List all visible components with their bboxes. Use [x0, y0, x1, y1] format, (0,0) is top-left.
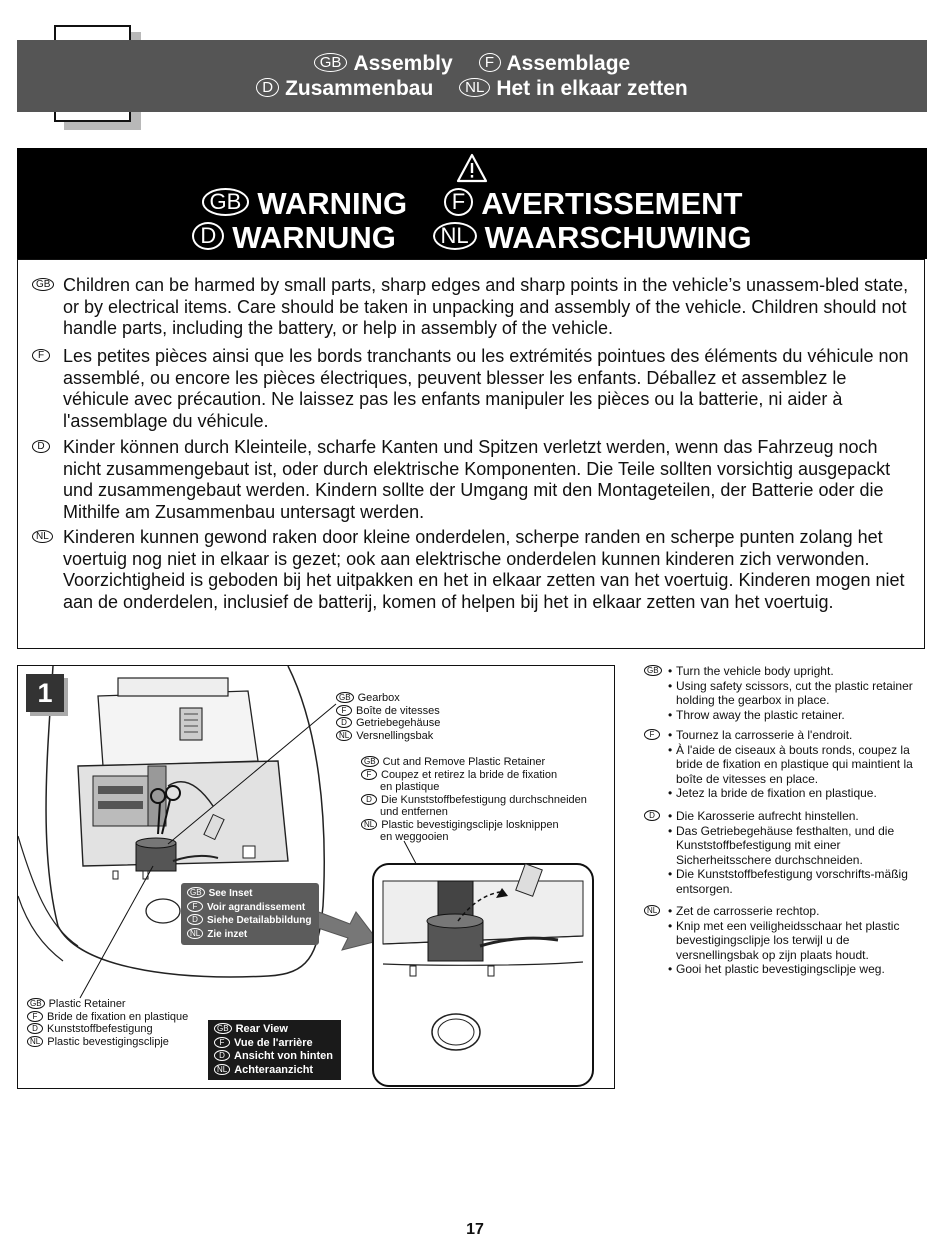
- warning-text: Les petites pièces ainsi que les bords tranchants ou les extrémités pointues des éléments du véhicule non assemblé, ou encore les pièces électriques, peuvent blesser les enfants. Déballez et assemblez le véhicule avec précaution. Ne laissez pas les enfants manipuler les pièces ou la batterie, ni aider à l'assemblage du véhicule.: [63, 346, 909, 431]
- label-text: Cut and Remove Plastic Retainer: [382, 756, 546, 768]
- lang-badge: F: [361, 769, 377, 780]
- step-number: 1: [26, 674, 64, 712]
- label-line: [361, 781, 587, 794]
- instruction-item: • Turn the vehicle body upright.: [668, 664, 934, 679]
- label-line: [336, 705, 440, 718]
- instruction-item: • À l'aide de ciseaux à bouts ronds, coupez la bride de fixation en plastique qui maintient la boîte de vitesses en place.: [668, 743, 934, 787]
- instruction-item: • Zet de carrosserie rechtop.: [668, 904, 934, 919]
- label-line: [187, 928, 311, 942]
- lang-badge: GB: [644, 665, 662, 676]
- warning-heading: [192, 220, 396, 255]
- warning-text: Children can be harmed by small parts, sharp edges and sharp points in the vehicle’s unassem-bled state, or by electrical items. Care should be taken in unpacking and assembly of the vehicle. Children should not handle parts, including the battery, or help in assembly of the vehicle.: [63, 275, 909, 338]
- lang-badge: NL: [187, 928, 203, 939]
- warning-row-1: [17, 186, 927, 222]
- lang-badge: NL: [459, 78, 490, 97]
- lang-badge: F: [214, 1037, 230, 1048]
- label-text: Bride de fixation en plastique: [47, 1010, 189, 1023]
- label-text: en plastique: [380, 781, 440, 793]
- label-line: [336, 717, 440, 730]
- lang-badge: F: [187, 901, 203, 912]
- label-text: Boîte de vitesses: [356, 704, 440, 717]
- title-item: [256, 77, 433, 100]
- instruction-item: • Die Kunststoffbefestigung vorschrifts-mäßig entsorgen.: [668, 867, 934, 896]
- label-line: [27, 1023, 188, 1036]
- warning-text: Kinderen kunnen gewond raken door kleine onderdelen, scherpe randen en scherpe punten zolang het voertuig nog niet in elkaar is gezet; ook aan elektrische onderdelen kunnen kinderen zich verwonden. Voorzichtigheid is geboden bij het uitpakken en het in elkaar zetten van het voertuig. Kinderen mogen niet aan de onderdelen, inclusief de batterij, komen of helpen bij het in elkaar zetten van het voertuig.: [63, 527, 905, 612]
- lang-badge: NL: [32, 530, 53, 543]
- lang-badge: F: [644, 729, 660, 740]
- plastic-retainer-label: [27, 998, 188, 1048]
- lang-badge: D: [336, 717, 352, 728]
- instructions-d: [644, 809, 934, 897]
- warning-heading-text: WARNING: [257, 186, 408, 221]
- lang-badge: GB: [336, 692, 354, 703]
- lang-badge: GB: [32, 278, 54, 291]
- label-text: See Inset: [208, 888, 253, 899]
- instruction-list: [644, 809, 934, 897]
- label-line: [187, 887, 311, 901]
- gearbox-label: [336, 692, 440, 742]
- lang-badge: NL: [433, 222, 477, 250]
- lang-badge: D: [361, 794, 377, 805]
- label-line: [361, 819, 587, 832]
- lang-badge: GB: [27, 998, 45, 1009]
- label-text: Voir agrandissement: [207, 901, 306, 913]
- title-item: [479, 52, 631, 75]
- label-line: [361, 806, 587, 819]
- title-text: Assembly: [353, 52, 453, 75]
- label-line: [361, 756, 587, 769]
- lang-badge: D: [256, 78, 279, 97]
- lang-badge: GB: [361, 756, 379, 767]
- label-text: Kunststoffbefestigung: [47, 1023, 153, 1035]
- warning-body: [17, 259, 925, 649]
- lang-badge: F: [479, 53, 501, 72]
- warning-paragraph-gb: [32, 275, 912, 340]
- label-line: [361, 831, 587, 844]
- lang-badge: NL: [27, 1036, 43, 1047]
- title-text: Het in elkaar zetten: [496, 77, 688, 100]
- lang-badge: D: [32, 440, 50, 453]
- label-line: [27, 1036, 188, 1049]
- instruction-item: • Gooi het plastic bevestigingsclipje weg.: [668, 962, 934, 977]
- lang-badge: NL: [361, 819, 377, 830]
- label-line: [187, 901, 311, 915]
- lang-badge: GB: [314, 53, 348, 72]
- lang-badge: NL: [336, 730, 352, 741]
- instruction-item: • Throw away the plastic retainer.: [668, 708, 934, 723]
- lang-badge: D: [644, 810, 660, 821]
- warning-row-2: [17, 220, 927, 256]
- rear-view-label: [208, 1020, 341, 1080]
- lang-badge: NL: [644, 905, 660, 916]
- label-line: [187, 914, 311, 928]
- lang-badge: F: [32, 349, 50, 362]
- instruction-item: • Das Getriebegehäuse festhalten, und die Kunststoffbefestigung mit einer Sicherheitsschere durchschneiden.: [668, 824, 934, 868]
- instruction-item: • Jetez la bride de fixation en plastique.: [668, 786, 934, 801]
- label-line: [361, 769, 587, 782]
- instruction-list: [644, 904, 934, 977]
- instruction-item: • Knip met een veiligheidsschaar het plastic bevestigingsclipje los terwijl u de versnellingsbak op zijn plaats houdt.: [668, 919, 934, 963]
- label-text: Rear View: [235, 1023, 288, 1035]
- label-text: und entfernen: [380, 806, 448, 818]
- warning-heading: [444, 186, 743, 221]
- label-line: [27, 1011, 188, 1024]
- instructions-gb: [644, 664, 934, 722]
- lang-badge: NL: [214, 1064, 230, 1075]
- label-line: [214, 1050, 333, 1064]
- title-item: [314, 52, 453, 75]
- title-text: Zusammenbau: [285, 77, 434, 100]
- lang-badge: GB: [202, 188, 250, 216]
- lang-badge: D: [27, 1023, 43, 1034]
- title-row-1: [17, 52, 927, 76]
- label-text: Die Kunststoffbefestigung durchschneiden: [381, 793, 587, 806]
- warning-paragraph-f: [32, 346, 912, 432]
- title-item: [459, 77, 688, 100]
- label-line: [214, 1023, 333, 1037]
- label-text: en weggooien: [380, 831, 449, 843]
- label-line: [336, 692, 440, 705]
- label-text: Plastic bevestigingsclipje: [47, 1035, 169, 1048]
- page-number: 17: [466, 1221, 484, 1238]
- label-text: Getriebegehäuse: [356, 717, 441, 729]
- step-1-figure: [17, 665, 615, 1089]
- lang-badge: D: [187, 914, 203, 925]
- label-line: [27, 998, 188, 1011]
- lang-badge: D: [192, 222, 224, 250]
- lang-badge: D: [214, 1050, 230, 1061]
- warning-heading: [202, 186, 408, 221]
- warning-heading: [433, 220, 752, 255]
- instruction-item: • Die Karosserie aufrecht hinstellen.: [668, 809, 934, 824]
- label-line: [361, 794, 587, 807]
- label-text: Achteraanzicht: [234, 1063, 314, 1076]
- label-line: [214, 1064, 333, 1078]
- instruction-item: • Tournez la carrosserie à l'endroit.: [668, 728, 934, 743]
- instruction-list: [644, 728, 934, 801]
- instruction-item: • Using safety scissors, cut the plastic retainer holding the gearbox in place.: [668, 679, 934, 708]
- label-line: [214, 1037, 333, 1051]
- label-line: [336, 730, 440, 743]
- title-text: Assemblage: [506, 52, 631, 75]
- warning-heading-text: WARNUNG: [232, 220, 396, 255]
- label-text: Vue de l'arrière: [234, 1036, 313, 1049]
- label-text: Gearbox: [357, 692, 400, 704]
- instructions-nl: [644, 904, 934, 977]
- label-text: Ansicht von hinten: [234, 1050, 333, 1062]
- lang-badge: GB: [214, 1023, 232, 1034]
- cut-retainer-label: [361, 756, 587, 844]
- label-text: Siehe Detailabbildung: [207, 915, 312, 926]
- warning-paragraph-d: [32, 437, 912, 523]
- warning-text: Kinder können durch Kleinteile, scharfe Kanten und Spitzen verletzt werden, wenn das Fahrzeug noch nicht zusammengebaut ist, oder durch elektrische Komponenten. Die Teile sollten vorsichtig ausgepackt und zusammengebaut werden. Kindern sollte der Umgang mit den Montageteilen, der Batterie oder die Mithilfe am Zusammenbau untersagt werden.: [63, 437, 891, 522]
- assembly-title-bar: [17, 40, 927, 112]
- see-inset-label: [181, 883, 319, 945]
- title-row-2: [17, 77, 927, 101]
- warning-heading-text: AVERTISSEMENT: [481, 186, 743, 221]
- warning-triangle-icon: [456, 153, 488, 183]
- instruction-list: [644, 664, 934, 722]
- lang-badge: GB: [187, 887, 205, 898]
- lang-badge: F: [27, 1011, 43, 1022]
- instructions-f: [644, 728, 934, 801]
- label-text: Versnellingsbak: [356, 729, 434, 742]
- label-text: Plastic Retainer: [48, 998, 126, 1010]
- warning-header: [17, 148, 927, 259]
- warning-paragraph-nl: [32, 527, 912, 613]
- lang-badge: F: [336, 705, 352, 716]
- lang-badge: F: [444, 188, 473, 216]
- label-text: Plastic bevestigingsclipje losknippen: [381, 818, 559, 831]
- label-text: Coupez et retirez la bride de fixation: [381, 768, 558, 781]
- label-text: Zie inzet: [207, 928, 248, 940]
- warning-heading-text: WAARSCHUWING: [484, 220, 752, 255]
